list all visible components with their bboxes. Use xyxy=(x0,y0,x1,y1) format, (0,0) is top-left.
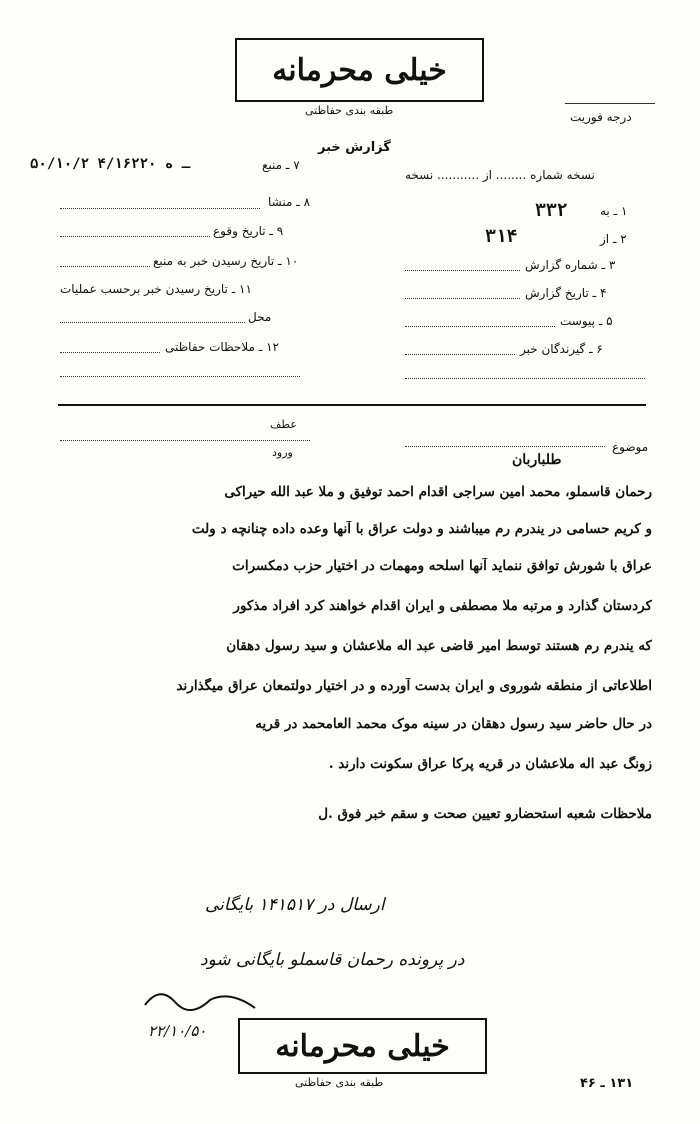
subject-value: طلباربان xyxy=(512,452,562,468)
handwritten-signature xyxy=(140,980,260,1020)
left-field-12-line xyxy=(60,352,160,353)
body-line: اطلاعاتی از منطقه شوروی و ایران بدست آورده و در اختیار دولتمعان عراق میگذارند xyxy=(176,678,652,694)
right-field-6-line2 xyxy=(405,378,645,379)
left-field-7-label: ۷ ـ منبع xyxy=(262,158,300,172)
right-field-6-line xyxy=(405,354,515,355)
left-field-8-line xyxy=(60,208,260,209)
copy-number-row: نسخه شماره ........ از ........... نسخه xyxy=(405,168,595,182)
body-line: در حال حاضر سید رسول دهقان در سینه موک محمد العامحمد در قریه xyxy=(255,716,652,732)
right-field-6-label: ۶ ـ گیرندگان خبر xyxy=(520,342,603,356)
subject-line xyxy=(405,446,605,447)
reference-enclosure-label: ورود xyxy=(272,446,293,459)
left-field-9-line xyxy=(60,236,210,237)
right-field-4-line xyxy=(405,298,520,299)
body-line: ملاحظات شعبه استحضارو تعیین صحت و سقم خبر فوق .ل xyxy=(318,806,652,822)
handwritten-note-1: ارسال در ۱۴۱۵۱۷ بایگانی xyxy=(205,895,385,915)
handwritten-note-2: در پرونده رحمان قاسملو بایگانی شود xyxy=(200,950,465,970)
top-stamp-text: خیلی محرمانه xyxy=(272,52,447,88)
reference-attach-line xyxy=(60,440,310,441)
right-field-2-label: ۲ ـ از xyxy=(600,232,627,246)
bottom-stamp-text: خیلی محرمانه xyxy=(275,1028,450,1064)
left-field-location-label: محل xyxy=(248,310,272,324)
body-line: زونگ عبد اله ملاعشان در قریه پرکا عراق سکونت دارند . xyxy=(328,756,652,772)
left-field-12-label: ۱۲ ـ ملاحظات حفاظتی xyxy=(165,340,279,354)
body-line: عراق با شورش توافق ننماید آنها اسلحه ومهمات در اختیار حزب دمکسرات xyxy=(232,558,652,574)
body-line: کردستان گذارد و مرتبه ملا مصطفی و ایران اقدام خواهند کرد افراد مذکور xyxy=(233,598,652,614)
left-field-10-line xyxy=(60,266,150,267)
reference-attach-label: عطف xyxy=(270,418,297,431)
source-value: ۵۰/۱۰/۲ ـ ه ۴/۱۶۲۲۰ xyxy=(30,156,191,172)
bottom-classification-label: طبقه بندی حفاظتی xyxy=(295,1076,384,1089)
body-line: که یندرم رم هستند توسط امیر قاضی عبد اله ملاعشان و سید رسول دهقان xyxy=(226,638,652,654)
left-field-11-line xyxy=(60,322,245,323)
header-separator xyxy=(58,404,646,406)
page-code: ۱۳۱ ـ ۴۶ xyxy=(580,1076,634,1091)
right-field-3-label: ۳ ـ شماره گزارش xyxy=(525,258,616,272)
left-field-10-label: ۱۰ ـ تاریخ رسیدن خبر به منبع xyxy=(153,254,299,268)
right-field-3-line xyxy=(405,270,520,271)
right-field-5-label: ۵ ـ پیوست xyxy=(560,314,613,328)
left-field-11-label: ۱۱ ـ تاریخ رسیدن خبر برحسب عملیات xyxy=(60,282,252,296)
body-line: و کریم حسامی در یندرم رم میباشند و دولت عراق با آنها وعده داده چنانچه د ولت xyxy=(191,521,652,537)
top-classification-label: طبقه بندی حفاظتی xyxy=(305,104,394,117)
priority-label: درجه فوریت xyxy=(570,110,632,124)
top-classification-stamp xyxy=(235,38,484,102)
report-title: گزارش خبر xyxy=(318,140,391,155)
right-field-1-label: ۱ ـ به xyxy=(600,204,628,218)
right-field-4-label: ۴ ـ تاریخ گزارش xyxy=(525,286,607,300)
priority-field xyxy=(565,103,655,104)
handwritten-date: ۲۲/۱۰/۵۰ xyxy=(148,1022,207,1040)
left-field-8-label: ۸ ـ منشا xyxy=(268,195,311,209)
bottom-classification-stamp xyxy=(238,1018,487,1074)
subject-label: موضوع xyxy=(612,440,649,454)
sender-value: ۳۱۴ xyxy=(485,226,518,247)
left-field-9-label: ۹ ـ تاریخ وقوع xyxy=(213,224,284,238)
right-field-5-line xyxy=(405,326,555,327)
body-line: رحمان قاسملو، محمد امین سراجی اقدام احمد توفیق و ملا عبد الله حیراکی xyxy=(224,484,652,500)
recipient-value: ۳۳۲ xyxy=(535,200,568,221)
left-field-12-line2 xyxy=(60,376,300,377)
